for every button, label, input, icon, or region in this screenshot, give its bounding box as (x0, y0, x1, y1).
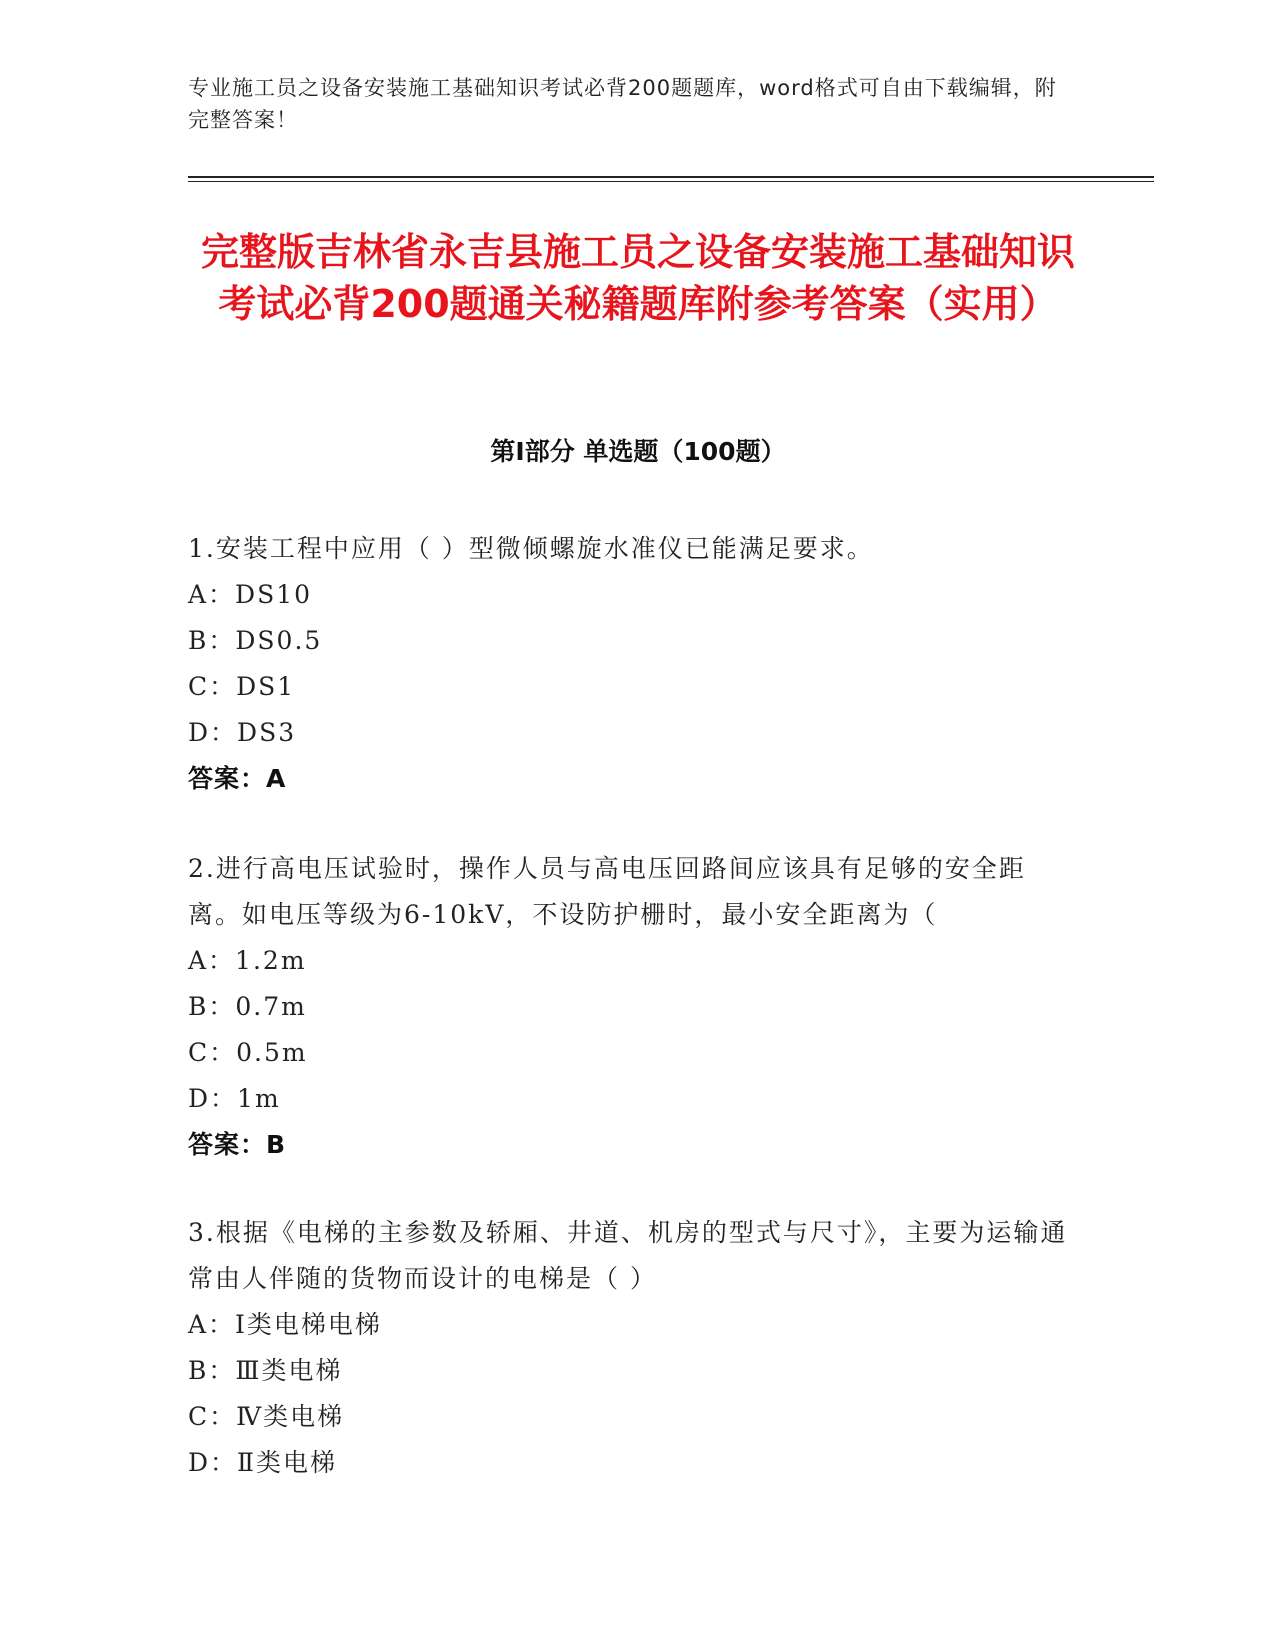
option-d: D：Ⅱ类电梯 (188, 1448, 338, 1477)
answer: 答案：A (188, 764, 287, 793)
question-stem: 1.安装工程中应用（ ）型微倾螺旋水准仪已能满足要求。 (188, 534, 874, 563)
option-b: B：DS0.5 (188, 626, 323, 655)
option-b: B：0.7m (188, 992, 307, 1021)
document-title: 完整版吉林省永吉县施工员之设备安装施工基础知识考试必背200题通关秘籍题库附参考答案（实用） (200, 230, 1075, 326)
question-3 (188, 1210, 1068, 1486)
section-title: 第I部分 单选题（100题） (490, 437, 786, 466)
question-2 (188, 846, 1068, 1168)
option-c: C：DS1 (188, 672, 296, 701)
question-stem: 2.进行高电压试验时，操作人员与高电压回路间应该具有足够的安全距离。如电压等级为6-10kV，不设防护栅时，最小安全距离为（ (188, 854, 1026, 929)
option-d: D：DS3 (188, 718, 297, 747)
answer: 答案：B (188, 1130, 287, 1159)
option-b: B：Ⅲ类电梯 (188, 1356, 343, 1385)
option-a: A：Ⅰ类电梯电梯 (188, 1310, 382, 1339)
question-1 (188, 526, 1068, 802)
option-c: C：0.5m (188, 1038, 308, 1067)
option-d: D：1m (188, 1084, 281, 1113)
option-c: C：Ⅳ类电梯 (188, 1402, 345, 1431)
option-a: A：1.2m (188, 946, 307, 975)
header-note: 专业施工员之设备安装施工基础知识考试必背200题题库，word格式可自由下载编辑，附完整答案！ (188, 76, 1057, 132)
option-a: A：DS10 (188, 580, 313, 609)
header-divider (188, 176, 1154, 182)
question-stem: 3.根据《电梯的主参数及轿厢、井道、机房的型式与尺寸》，主要为运输通常由人伴随的货物而设计的电梯是（ ） (188, 1218, 1068, 1293)
